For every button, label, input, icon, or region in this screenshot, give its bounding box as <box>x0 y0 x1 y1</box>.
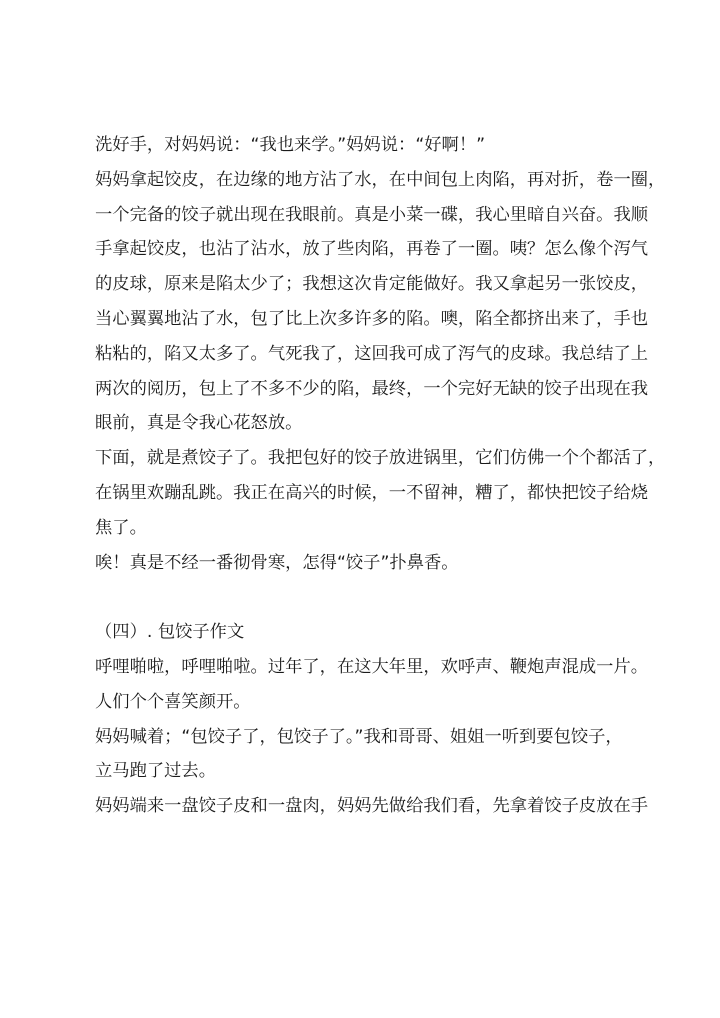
text-line: 下面，就是煮饺子了。我把包好的饺子放进锅里，它们仿佛一个个都活了， <box>95 448 666 469</box>
text-line: 手拿起饺皮，也沾了沾水，放了些肉陷，再卷了一圈。咦？怎么像个泻气 <box>95 239 649 260</box>
text-line: 妈妈喊着；“包饺子了，包饺子了。”我和哥哥、姐姐一听到要包饺子， <box>95 726 623 747</box>
section-heading: （四）. 包饺子作文 <box>95 622 245 643</box>
text-line: 人们个个喜笑颜开。 <box>95 691 251 712</box>
text-line: 眼前，真是令我心花怒放。 <box>95 413 303 434</box>
text-line: 一个完备的饺子就出现在我眼前。真是小菜一碟，我心里暗自兴奋。我顺 <box>95 204 649 225</box>
text-line: 焦了。 <box>95 517 147 538</box>
text-line: 妈妈拿起饺皮，在边缘的地方沾了水，在中间包上肉陷，再对折，卷一圈， <box>95 169 666 190</box>
text-line: 两次的阅历，包上了不多不少的陷，最终，一个完好无缺的饺子出现在我 <box>95 378 649 399</box>
essay-text <box>95 128 666 824</box>
text-line: 呼哩啪啦，呼哩啪啦。过年了，在这大年里，欢呼声、鞭炮声混成一片。 <box>95 656 649 677</box>
text-line: 的皮球，原来是陷太少了；我想这次肯定能做好。我又拿起另一张饺皮， <box>95 274 649 295</box>
text-line: 唉！真是不经一番彻骨寒，怎得“饺子”扑鼻香。 <box>95 552 459 573</box>
text-line: 洗好手，对妈妈说：“我也来学。”妈妈说：“好啊！” <box>95 135 486 155</box>
text-line: 妈妈端来一盘饺子皮和一盘肉，妈妈先做给我们看，先拿着饺子皮放在手 <box>95 796 649 817</box>
blank-line <box>95 580 645 615</box>
text-line: 粘粘的，陷又太多了。气死我了，这回我可成了泻气的皮球。我总结了上 <box>95 343 649 364</box>
text-line: 立马跑了过去。 <box>95 761 216 782</box>
text-line: 在锅里欢蹦乱跳。我正在高兴的时候，一不留神，糟了，都快把饺子给烧 <box>95 482 649 503</box>
text-line: 当心翼翼地沾了水，包了比上次多许多的陷。噢，陷全都挤出来了，手也 <box>95 308 649 329</box>
